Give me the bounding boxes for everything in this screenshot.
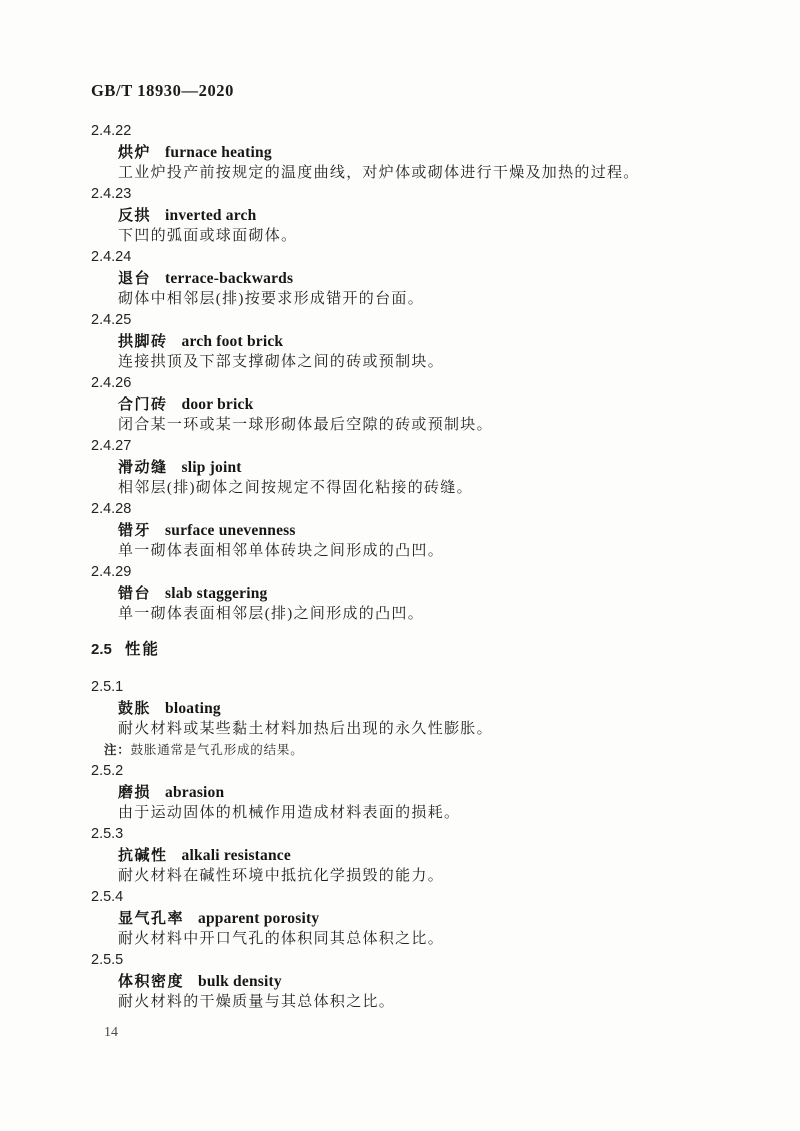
term-line: [0, 971, 800, 992]
term-chinese: 抗碱性: [118, 847, 168, 864]
section-heading: [0, 639, 800, 660]
term-definition: 耐火材料在碱性环境中抵抗化学损毁的能力。: [118, 868, 445, 884]
term-english: alkali resistance: [181, 847, 291, 864]
term-entry: [0, 436, 800, 499]
term-line: [0, 520, 800, 541]
term-definition: 单一砌体表面相邻单体砖块之间形成的凸凹。: [118, 543, 445, 559]
term-chinese: 错台: [118, 585, 152, 602]
term-definition: 单一砌体表面相邻层(排)之间形成的凸凹。: [118, 606, 424, 622]
clause-number: 2.4.24: [91, 249, 132, 265]
term-chinese: 拱脚砖: [118, 333, 168, 350]
note-text: 鼓胀通常是气孔形成的结果。: [130, 743, 304, 757]
terms-and-definitions-list: [0, 121, 800, 1013]
term-definition: 砌体中相邻层(排)按要求形成错开的台面。: [118, 291, 424, 307]
term-english: bulk density: [198, 973, 282, 990]
term-entry: [0, 562, 800, 625]
term-line: [0, 142, 800, 163]
term-english: apparent porosity: [198, 910, 320, 927]
term-chinese: 磨损: [118, 784, 152, 801]
clause-number: 2.5.4: [91, 889, 124, 905]
term-chinese: 体积密度: [118, 973, 185, 990]
term-entry: [0, 499, 800, 562]
clause-number: 2.4.27: [91, 438, 132, 454]
clause-number: 2.5.2: [91, 763, 124, 779]
clause-number: 2.4.25: [91, 312, 132, 328]
term-entry: [0, 184, 800, 247]
term-definition: 耐火材料或某些黏土材料加热后出现的永久性膨胀。: [118, 721, 493, 737]
clause-number: 2.4.22: [91, 123, 132, 139]
term-english: abrasion: [165, 784, 225, 801]
term-definition: 耐火材料中开口气孔的体积同其总体积之比。: [118, 931, 445, 947]
term-english: slab staggering: [165, 585, 268, 602]
term-definition: 由于运动固体的机械作用造成材料表面的损耗。: [118, 805, 461, 821]
term-chinese: 显气孔率: [118, 910, 185, 927]
term-definition: 耐火材料的干燥质量与其总体积之比。: [118, 994, 396, 1010]
clause-number: 2.4.26: [91, 375, 132, 391]
clause-number: 2.4.23: [91, 186, 132, 202]
term-entry: [0, 887, 800, 950]
term-line: [0, 782, 800, 803]
term-entry: [0, 247, 800, 310]
term-chinese: 滑动缝: [118, 459, 168, 476]
clause-number: 2.4.29: [91, 564, 132, 580]
term-entry: [0, 761, 800, 824]
term-line: [0, 698, 800, 719]
clause-number: 2.5.1: [91, 679, 124, 695]
term-entry: [0, 310, 800, 373]
section-title: 性能: [124, 641, 160, 658]
term-entry: [0, 373, 800, 436]
term-chinese: 反拱: [118, 207, 152, 224]
term-chinese: 错牙: [118, 522, 152, 539]
section-number: 2.5: [91, 641, 112, 658]
term-english: door brick: [181, 396, 254, 413]
clause-number: 2.5.5: [91, 952, 124, 968]
standard-code: GB/T 18930—2020: [91, 81, 235, 100]
term-chinese: 烘炉: [118, 144, 152, 161]
term-line: [0, 908, 800, 929]
clause-number: 2.4.28: [91, 501, 132, 517]
term-definition: 相邻层(排)砌体之间按规定不得固化粘接的砖缝。: [118, 480, 473, 496]
term-english: bloating: [165, 700, 221, 717]
term-english: inverted arch: [165, 207, 257, 224]
clause-number: 2.5.3: [91, 826, 124, 842]
term-line: [0, 583, 800, 604]
term-entry: [0, 950, 800, 1013]
term-english: arch foot brick: [181, 333, 284, 350]
term-english: terrace-backwards: [165, 270, 294, 287]
term-english: surface unevenness: [165, 522, 296, 539]
term-line: [0, 205, 800, 226]
term-english: furnace heating: [165, 144, 272, 161]
term-entry: [0, 121, 800, 184]
term-definition: 下凹的弧面或球面砌体。: [118, 228, 298, 244]
term-line: [0, 394, 800, 415]
term-entry: [0, 677, 800, 761]
term-line: [0, 457, 800, 478]
term-note: [0, 740, 800, 761]
term-entry: [0, 824, 800, 887]
term-definition: 工业炉投产前按规定的温度曲线，对炉体或砌体进行干燥及加热的过程。: [118, 165, 640, 181]
term-chinese: 合门砖: [118, 396, 168, 413]
term-chinese: 鼓胀: [118, 700, 152, 717]
term-line: [0, 845, 800, 866]
term-english: slip joint: [181, 459, 242, 476]
term-definition: 闭合某一环或某一球形砌体最后空隙的砖或预制块。: [118, 417, 493, 433]
page-number: 14: [104, 1025, 118, 1040]
term-line: [0, 268, 800, 289]
term-line: [0, 331, 800, 352]
term-definition: 连接拱顶及下部支撑砌体之间的砖或预制块。: [118, 354, 445, 370]
term-chinese: 退台: [118, 270, 152, 287]
note-label: 注：: [104, 743, 131, 757]
